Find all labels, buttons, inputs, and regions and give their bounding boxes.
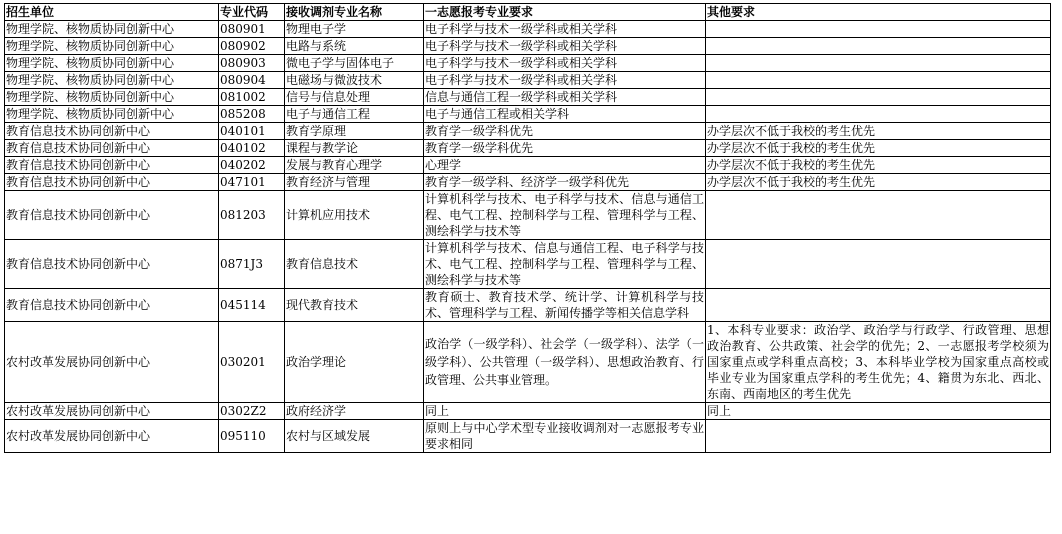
table-row <box>5 157 1051 174</box>
cell-requirement: 电子科学与技术一级学科或相关学科 <box>424 38 706 55</box>
cell-requirement: 教育学一级学科优先 <box>424 140 706 157</box>
cell-unit: 物理学院、核物质协同创新中心 <box>5 89 219 106</box>
table-row <box>5 38 1051 55</box>
table-row <box>5 403 1051 420</box>
cell-unit: 教育信息技术协同创新中心 <box>5 240 219 289</box>
cell-unit: 物理学院、核物质协同创新中心 <box>5 106 219 123</box>
cell-major: 政府经济学 <box>285 403 424 420</box>
cell-other: 办学层次不低于我校的考生优先 <box>706 174 1051 191</box>
cell-requirement: 计算机科学与技术、电子科学与技术、信息与通信工程、电气工程、控制科学与工程、管理科学与工程、测绘科学与技术等 <box>425 192 704 238</box>
cell-requirement: 教育学一级学科、经济学一级学科优先 <box>424 174 706 191</box>
cell-major: 政治学理论 <box>285 322 424 403</box>
cell-major: 课程与教学论 <box>285 140 424 157</box>
cell-requirement: 心理学 <box>424 157 706 174</box>
cell-other <box>706 89 1051 106</box>
cell-code: 080904 <box>219 72 285 89</box>
table-row <box>5 123 1051 140</box>
cell-unit: 农村改革发展协同创新中心 <box>5 403 219 420</box>
cell-unit: 物理学院、核物质协同创新中心 <box>5 38 219 55</box>
cell-major: 微电子学与固体电子 <box>285 55 424 72</box>
cell-requirement: 信息与通信工程一级学科或相关学科 <box>424 89 706 106</box>
cell-other <box>706 55 1051 72</box>
cell-unit: 教育信息技术协同创新中心 <box>5 191 219 240</box>
cell-requirement: 电子与通信工程或相关学科 <box>424 106 706 123</box>
cell-code: 040102 <box>219 140 285 157</box>
cell-other <box>706 191 1051 240</box>
cell-requirement: 计算机科学与技术、信息与通信工程、电子科学与技术、电气工程、控制科学与工程、管理科学与工程、测绘科学与技术等 <box>425 241 704 287</box>
cell-requirement: 教育学一级学科优先 <box>424 123 706 140</box>
table-row <box>5 191 1051 240</box>
cell-major: 农村与区域发展 <box>285 420 424 453</box>
cell-requirement: 同上 <box>424 403 706 420</box>
cell-major: 电磁场与微波技术 <box>285 72 424 89</box>
admissions-table <box>4 3 1051 453</box>
header-code: 专业代码 <box>219 4 285 21</box>
cell-code: 040101 <box>219 123 285 140</box>
cell-major: 教育学原理 <box>285 123 424 140</box>
cell-code: 080903 <box>219 55 285 72</box>
table-row <box>5 55 1051 72</box>
cell-unit: 物理学院、核物质协同创新中心 <box>5 55 219 72</box>
table-row <box>5 289 1051 322</box>
cell-unit: 教育信息技术协同创新中心 <box>5 174 219 191</box>
header-requirement: 一志愿报考专业要求 <box>424 4 706 21</box>
cell-other <box>706 289 1051 322</box>
cell-major: 教育经济与管理 <box>285 174 424 191</box>
table-row <box>5 420 1051 453</box>
cell-major: 发展与教育心理学 <box>285 157 424 174</box>
cell-unit: 农村改革发展协同创新中心 <box>5 420 219 453</box>
cell-major: 电子与通信工程 <box>285 106 424 123</box>
cell-other <box>706 38 1051 55</box>
cell-code: 030201 <box>219 322 285 403</box>
cell-requirement: 电子科学与技术一级学科或相关学科 <box>424 72 706 89</box>
cell-major: 计算机应用技术 <box>285 191 424 240</box>
cell-code: 040202 <box>219 157 285 174</box>
cell-unit: 农村改革发展协同创新中心 <box>5 322 219 403</box>
table-row <box>5 106 1051 123</box>
cell-other: 同上 <box>706 403 1051 420</box>
table-row <box>5 89 1051 106</box>
header-unit: 招生单位 <box>5 4 219 21</box>
cell-other <box>706 420 1051 453</box>
cell-requirement: 教育硕士、教育技术学、统计学、计算机科学与技术、管理科学与工程、新闻传播学等相关信息学科 <box>425 290 704 320</box>
cell-other: 办学层次不低于我校的考生优先 <box>706 157 1051 174</box>
table-row <box>5 72 1051 89</box>
cell-other: 办学层次不低于我校的考生优先 <box>706 123 1051 140</box>
cell-unit: 教育信息技术协同创新中心 <box>5 289 219 322</box>
cell-major: 信号与信息处理 <box>285 89 424 106</box>
cell-requirement: 原则上与中心学术型专业接收调剂对一志愿报考专业要求相同 <box>425 421 704 451</box>
cell-requirement: 政治学（一级学科）、社会学（一级学科）、法学（一级学科）、公共管理（一级学科）、思想政治教育、行政管理、公共事业管理。 <box>424 322 706 403</box>
table-row <box>5 322 1051 403</box>
cell-other: 1、本科专业要求：政治学、政治学与行政学、行政管理、思想政治教育、公共政策、社会学的优先；2、一志愿报考学校须为国家重点或学科重点高校；3、本科毕业学校为国家重点高校或毕业专业为国家重点学科的考生优先；4、籍贯为东北、西北、东南、西南地区的考生优先 <box>707 323 1049 401</box>
cell-unit: 教育信息技术协同创新中心 <box>5 140 219 157</box>
cell-major: 物理电子学 <box>285 21 424 38</box>
cell-code: 081203 <box>219 191 285 240</box>
cell-unit: 教育信息技术协同创新中心 <box>5 157 219 174</box>
cell-unit: 教育信息技术协同创新中心 <box>5 123 219 140</box>
cell-code: 047101 <box>219 174 285 191</box>
cell-code: 080902 <box>219 38 285 55</box>
cell-unit: 物理学院、核物质协同创新中心 <box>5 72 219 89</box>
cell-code: 080901 <box>219 21 285 38</box>
cell-code: 085208 <box>219 106 285 123</box>
header-major: 接收调剂专业名称 <box>285 4 424 21</box>
cell-other <box>706 106 1051 123</box>
cell-other <box>706 21 1051 38</box>
cell-other <box>706 72 1051 89</box>
table-row <box>5 21 1051 38</box>
table-row <box>5 174 1051 191</box>
cell-code: 081002 <box>219 89 285 106</box>
cell-major: 现代教育技术 <box>285 289 424 322</box>
table-row <box>5 240 1051 289</box>
cell-code: 045114 <box>219 289 285 322</box>
header-row <box>5 4 1051 21</box>
cell-code: 095110 <box>219 420 285 453</box>
header-other: 其他要求 <box>706 4 1051 21</box>
cell-requirement: 电子科学与技术一级学科或相关学科 <box>424 55 706 72</box>
table-row <box>5 140 1051 157</box>
cell-unit: 物理学院、核物质协同创新中心 <box>5 21 219 38</box>
cell-major: 教育信息技术 <box>285 240 424 289</box>
cell-other <box>706 240 1051 289</box>
cell-code: 0871J3 <box>219 240 285 289</box>
cell-code: 0302Z2 <box>219 403 285 420</box>
cell-major: 电路与系统 <box>285 38 424 55</box>
cell-other: 办学层次不低于我校的考生优先 <box>706 140 1051 157</box>
cell-requirement: 电子科学与技术一级学科或相关学科 <box>424 21 706 38</box>
